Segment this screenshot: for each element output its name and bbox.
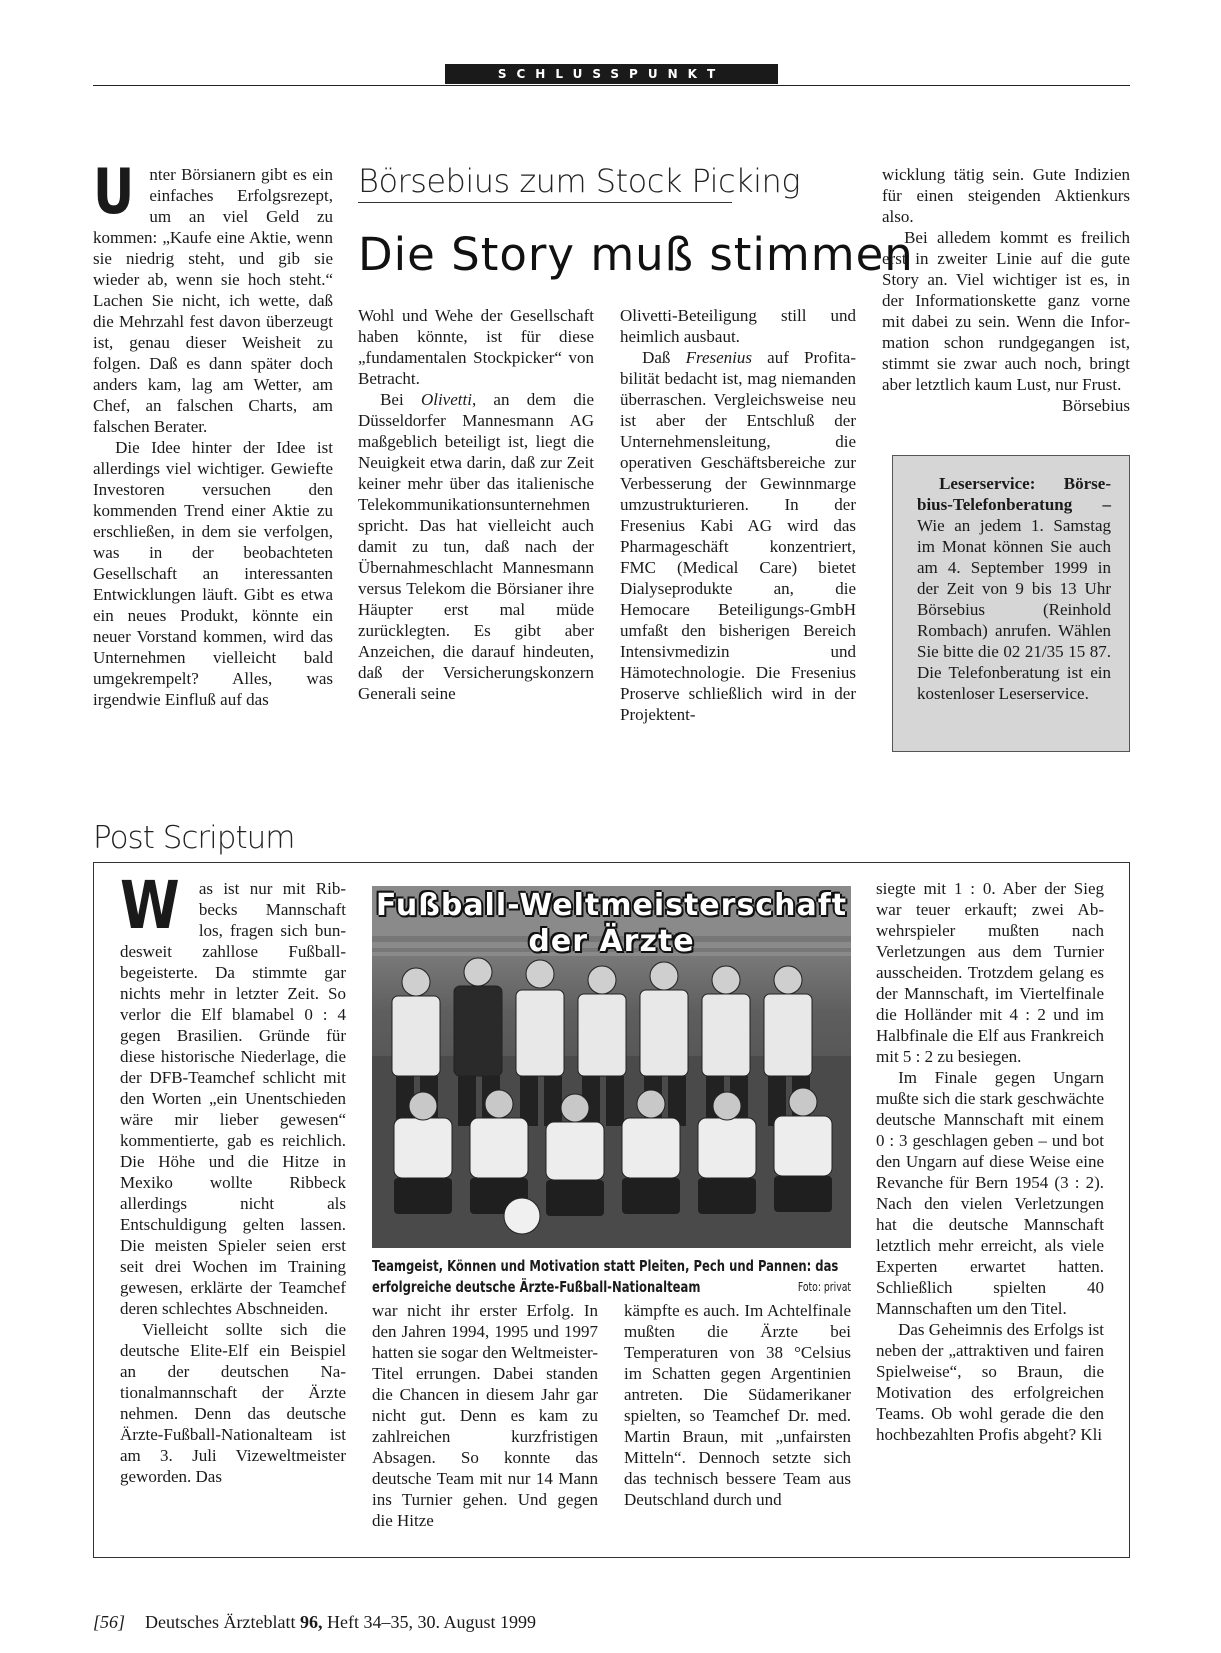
paragraph: wicklung tätig sein. Gute Indizien für einen steigenden Aktienkurs also. [882, 165, 1130, 226]
article-column-2 [358, 305, 594, 704]
dropcap: W [120, 867, 180, 944]
section-title: Post Scriptum [93, 820, 295, 856]
paragraph: Vielleicht sollte sich die deutsche Elite-Elf ein Beispiel an der deutschen Nationalmannschaft der Ärzte nehmen. Denn das deutsche Ärzte-Fußball-Nationalteam ist am 3. Juli Vizeweltmeister geworden. Das [120, 1320, 346, 1486]
company-name: Olivetti [420, 390, 472, 409]
ps-column-2 [372, 1300, 598, 1531]
paragraph: Daß Fresenius auf Profitabilität bedacht ist, mag niemanden überraschen. Vergleichsweise neu ist aber der Entschluß der Unternehmensleitung, die operativen Geschäftsbereiche zur Verbesserung der Gewinnmarge umzustrukturieren. In der Fresenius Kabi AG wird das Pharmageschäft konzentriert, FMC (Medical Care) bietet Dialyseprodukte an, die Hemocare Beteiligungs-GmbH umfaßt den bisherigen Bereich Intensivmedizin und Hämotechnologie. Die Fresenius Proserve schließlich wird in der Projektent- [620, 348, 856, 724]
info-box-body: Wie an jedem 1. Samstag im Monat können Sie auch am 4. September 1999 in der Zeit von 9 bis 13 Uhr Börsebius (Reinhold Rombach) anrufen. Wählen Sie bitte die 02 21/35 15 87. Die Telefonberatung ist ein kostenloser Leserservice. [917, 516, 1111, 703]
company-name: Fresenius [685, 348, 753, 367]
ps-column-1 [120, 867, 346, 1487]
article-column-3 [620, 305, 856, 725]
paragraph: siegte mit 1 : 0. Aber der Sieg war teuer erkauft; zwei Abwehrspieler mußten nach Verletzungen aus dem Turnier ausscheiden. Trotzdem gelang es der Mannschaft, im Viertelfinale die Holländer mit 4 : 2 und im Halbfinale die Elf aus Frankreich mit 5 : 2 zu besiegen. [876, 879, 1104, 1066]
paragraph: kämpfte es auch. Im Achtelfinale mußten die Ärzte bei Temperaturen von 38 °Celsius im Schatten gegen Argentinien antreten. Die Südamerikaner spielten, so Teamchef Dr. med. Martin Braun, mit „unfairsten Mitteln“. Dennoch setzte sich das technisch bessere Team aus Deutschland durch und [624, 1301, 851, 1509]
section-label: SCHLUSSPUNKT [445, 64, 778, 84]
ps-column-3 [624, 1300, 851, 1510]
paragraph: nter Börsianern gibt es ein einfaches Erfolgsrezept, um an viel Geld zu kommen: „Kaufe eine Aktie, wenn sie niedrig steht, und gib sie wieder ab, wenn sie hoch steht.“ Lachen Sie nicht, ich wette, daß die Mehrzahl fest davon überzeugt ist, genau dieser Weisheit zu folgen. Daß es dann später doch anders kam, lag am Wetter, am Chef, an falschen Charts, am falschen Berater. [93, 165, 333, 436]
kicker-rule [358, 202, 732, 203]
info-box [892, 455, 1130, 752]
photo-title: Fußball-Weltmeisterschaft der Ärzte [375, 888, 848, 959]
issue-info: Heft 34–35, 30. August 1999 [322, 1612, 536, 1632]
header-rule [93, 85, 1130, 86]
paragraph: Olivetti-Beteiligung still und heimlich ausbaut. [620, 306, 856, 346]
paragraph: Das Geheimnis des Erfolgs ist neben der „attraktiven und fairen Spielweise“, so Braun, die Motivation des erfolgreichen Teams. Ob wohl gerade die den hochbezahlten Profis abgeht? Kli [876, 1320, 1104, 1444]
article-column-1 [93, 155, 333, 710]
article-column-4 [882, 164, 1130, 416]
team-photo [372, 886, 851, 1248]
paragraph: as ist nur mit Ribbecks Mannschaft los, fragen sich bundesweit zahllose Fußballbegeisterte. Da stimmte gar nichts mehr in letzter Zeit. So verlor die Elf blamabel 0 : 4 gegen Brasilien. Gründe für diese historische Niederlage, die der DFB-Teamchef schlicht mit den Worten „ein Unentschieden wäre mir lieber gewesen“ kommentierte, gab es reichlich. Die Höhe und die Hitze in Mexiko wollte Ribbeck allerdings nicht als Entschuldigung gelten lassen. Die meisten Spieler seien erst seit drei Wochen im Training gewesen, erklärte der Teamchef deren schlechtes Abschneiden. [120, 879, 346, 1318]
paragraph: Wohl und Wehe der Gesellschaft haben könnte, ist für diese „fundamentalen Stockpicker“ von Betracht. [358, 306, 594, 388]
photo-credit: Foto: privat [797, 1280, 852, 1294]
ps-column-4 [876, 878, 1104, 1445]
author: Börsebius [1062, 396, 1130, 415]
article-kicker: Börsebius zum Stock Picking [358, 162, 801, 200]
page-number: [56] [93, 1612, 126, 1632]
dropcap: U [93, 155, 135, 228]
info-box-title: Leserservice: Börsebius-Telefonberatung – [917, 474, 1111, 514]
photo-caption: Teamgeist, Können und Motivation statt Pleiten, Pech und Pannen: das erfolgreiche deutsche Ärzte-Fußball-Nationalteam Foto: privat [372, 1257, 852, 1296]
journal-name: Deutsches Ärzteblatt [145, 1612, 300, 1632]
paragraph: Bei Olivetti, an dem die Düsseldorfer Mannesmann AG maßgeblich beteiligt ist, liegt die Neuigkeit etwa darin, daß zur Zeit keiner mehr über das italienische Telekommunikationsunternehmen spricht. Das hat vielleicht auch damit zu tun, daß nach der Übernahmeschlacht Mannesmann versus Telekom die Börsianer ihre Häupter erst mal müde zurücklegten. Es gibt aber Anzeichen, die darauf hindeuten, daß der Versicherungskonzern Generali seine [358, 390, 594, 703]
paragraph: Bei alledem kommt es freilich erst in zweiter Linie auf die gute Story an. Viel wichtiger ist es, in der Informationskette ganz vorne mit dabei zu sein. Wenn die Information schon rundgegangen ist, stimmt sie zwar auch noch, bringt aber letztlich kaum Lust, nur Frust. Börsebius [882, 228, 1130, 415]
volume: 96, [299, 1612, 323, 1632]
article-headline: Die Story muß stimmen [358, 228, 914, 281]
paragraph: Im Finale gegen Ungarn mußte sich die stark geschwächte deutsche Mannschaft mit einem 0 : 3 geschlagen geben – und bot den Ungarn auf diese Weise eine Revanche für Bern 1954 (3 : 2). Nach den vielen Verletzungen hat die deutsche Mannschaft letztlich mehr erreicht, als viele Experten erwartet hatten. Schließlich spielten 40 Mannschaften um den Titel. [876, 1068, 1104, 1318]
paragraph: Die Idee hinter der Idee ist allerdings viel wichtiger. Gewiefte Investoren versuchen den kommenden Trend einer Aktie zu erschließen, in dem sie verfolgen, was in der beobachteten Gesellschaft an interessanten Entwicklungen läuft. Gibt es etwa ein neues Produkt, könnte ein neuer Vorstand kommen, wird das Unternehmen vielleicht bald umgekrempelt? Alles, was irgendwie Einfluß auf das [93, 438, 333, 709]
paragraph: war nicht ihr erster Erfolg. In den Jahren 1994, 1995 und 1997 hatten sie sogar den Weltmeister-Titel errungen. Dabei standen die Chancen in diesem Jahr gar nicht gut. Denn es kam zu zahlreichen kurzfristigen Absagen. So konnte das deutsche Team mit nur 14 Mann ins Turnier gehen. Und gegen die Hitze [372, 1301, 598, 1530]
page-footer [93, 1612, 536, 1633]
